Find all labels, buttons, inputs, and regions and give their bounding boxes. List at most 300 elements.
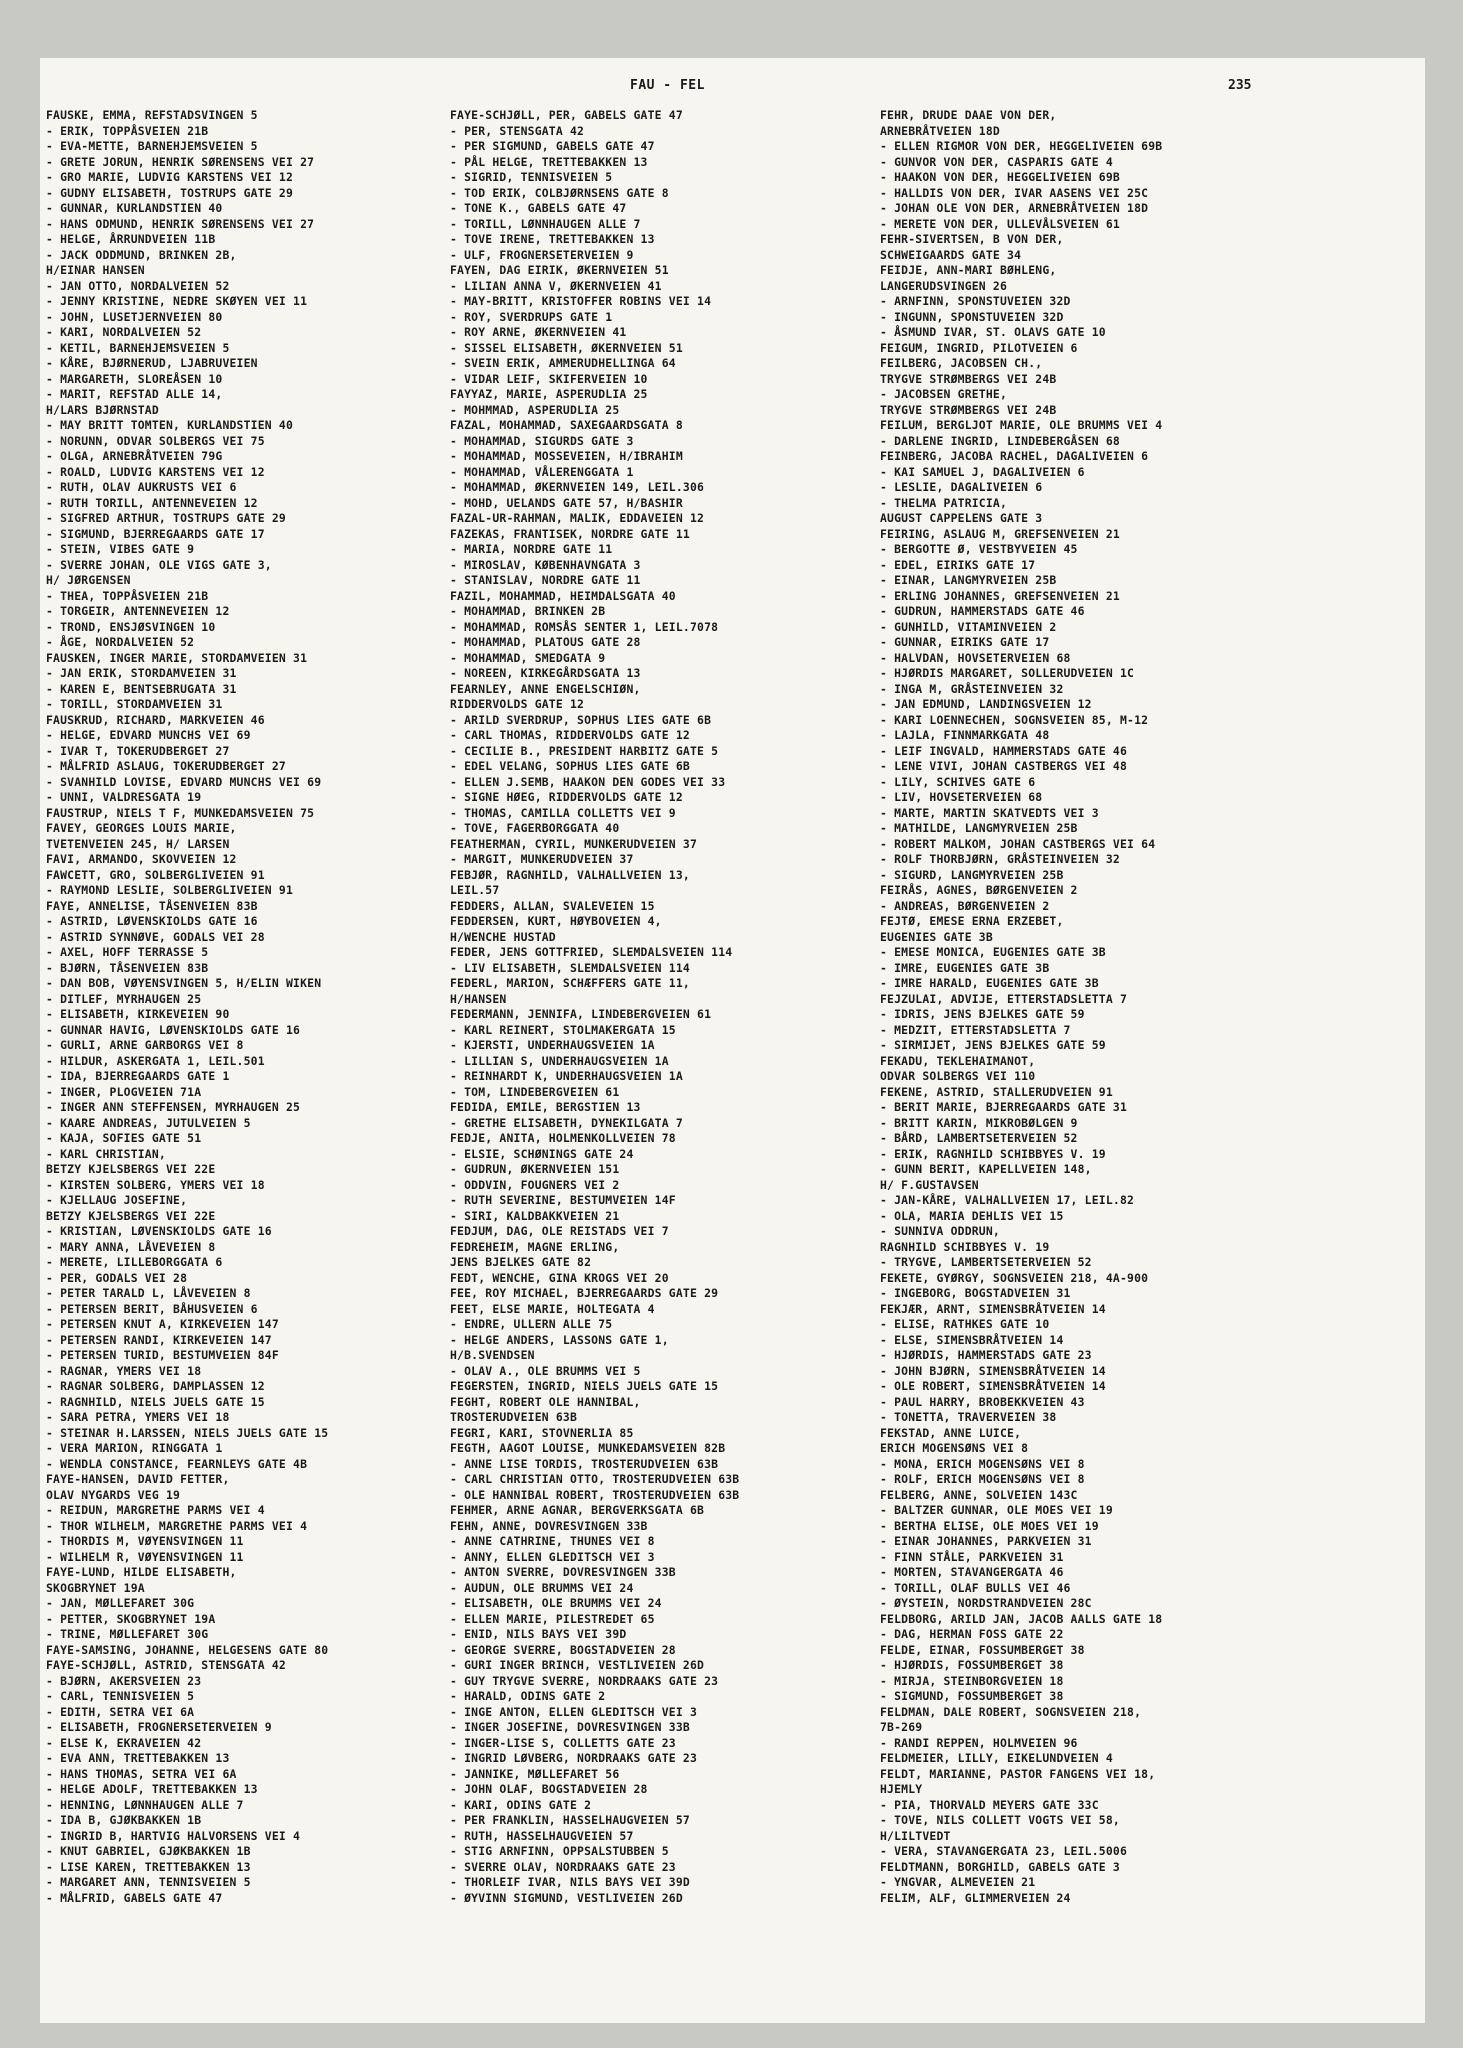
directory-entry: FEGTH, AAGOT LOUISE, MUNKEDAMSVEIEN 82B: [450, 1441, 726, 1455]
directory-entry: - KARL REINERT, STOLMAKERGATA 15: [450, 1022, 676, 1037]
directory-entry: FEILUM, BERGLJOT MARIE, OLE BRUMMS VEI 4: [880, 418, 1163, 432]
directory-entry: - ROALD, LUDVIG KARSTENS VEI 12: [46, 464, 265, 479]
directory-entry: FEDREHEIM, MAGNE ERLING,: [450, 1239, 620, 1254]
directory-entry: - KARL CHRISTIAN,: [46, 1146, 166, 1161]
directory-entry: FELDMAN, DALE ROBERT, SOGNSVEIEN 218,: [880, 1704, 1142, 1719]
directory-entry: FELBERG, ANNE, SOLVEIEN 143C: [880, 1487, 1078, 1502]
directory-entry: - SVERRE OLAV, NORDRAAKS GATE 23: [450, 1859, 676, 1874]
directory-entry: FEBJØR, RAGNHILD, VALHALLVEIEN 13,: [450, 867, 690, 882]
directory-entry: - MOHAMMAD, MOSSEVEIEN, H/IBRAHIM: [450, 449, 683, 463]
directory-entry: TRYGVE STRØMBERGS VEI 24B: [880, 371, 1057, 386]
directory-entry: - TOVE, NILS COLLETT VOGTS VEI 58,: [880, 1813, 1120, 1827]
directory-entry: - TOD ERIK, COLBJØRNSENS GATE 8: [450, 185, 669, 200]
directory-entry: FAYE-SCHJØLL, ASTRID, STENSGATA 42: [46, 1658, 286, 1672]
directory-entry: - HENNING, LØNNHAUGEN ALLE 7: [46, 1797, 244, 1812]
directory-entry: - CARL THOMAS, RIDDERVOLDS GATE 12: [450, 728, 690, 742]
directory-entry: - IVAR T, TOKERUDBERGET 27: [46, 743, 230, 758]
directory-column-3: [880, 108, 1280, 1906]
directory-entry: FELIM, ALF, GLIMMERVEIEN 24: [880, 1890, 1071, 1905]
directory-entry: - MAY-BRITT, KRISTOFFER ROBINS VEI 14: [450, 294, 712, 308]
directory-entry: - EVA ANN, TRETTEBAKKEN 13: [46, 1751, 230, 1765]
directory-entry: - JAN-KÅRE, VALHALLVEIEN 17, LEIL.82: [880, 1193, 1135, 1207]
directory-entry: - YNGVAR, ALMEVEIEN 21: [880, 1875, 1036, 1889]
directory-entry: - ERIK, TOPPÅSVEIEN 21B: [46, 123, 209, 138]
directory-entry: - ELISABETH, FROGNERSETERVEIEN 9: [46, 1720, 272, 1734]
directory-entry: FEKETE, GYØRGY, SOGNSVEIEN 218, 4A-900: [880, 1270, 1149, 1285]
directory-entry: TVETENVEIEN 245, H/ LARSEN: [46, 836, 230, 851]
directory-entry: - THELMA PATRICIA,: [880, 495, 1008, 510]
directory-entry: - SIGMUND, BJERREGAARDS GATE 17: [46, 526, 265, 541]
directory-entry: - TRINE, MØLLEFARET 30G: [46, 1627, 209, 1641]
directory-entry: - IDRIS, JENS BJELKES GATE 59: [880, 1007, 1085, 1021]
directory-entry: - THORDIS M, VØYENSVINGEN 11: [46, 1534, 244, 1548]
directory-entry: - THOMAS, CAMILLA COLLETTS VEI 9: [450, 805, 676, 820]
directory-entry: - GRO MARIE, LUDVIG KARSTENS VEI 12: [46, 170, 294, 184]
directory-entry: - ODDVIN, FOUGNERS VEI 2: [450, 1177, 620, 1192]
directory-entry: - PER, STENSGATA 42: [450, 123, 585, 138]
directory-entry: - LILLIAN S, UNDERHAUGSVEIEN 1A: [450, 1053, 669, 1068]
directory-entry: FAYE-SAMSING, JOHANNE, HELGESENS GATE 80: [46, 1642, 329, 1657]
directory-entry: - ANNE CATHRINE, THUNES VEI 8: [450, 1534, 655, 1548]
directory-entry: FEDJE, ANITA, HOLMENKOLLVEIEN 78: [450, 1131, 676, 1145]
directory-entry: - INGER JOSEFINE, DOVRESVINGEN 33B: [450, 1720, 690, 1734]
directory-entry: RIDDERVOLDS GATE 12: [450, 697, 585, 711]
directory-entry: - TORILL, OLAF BULLS VEI 46: [880, 1580, 1071, 1595]
directory-entry: FEINBERG, JACOBA RACHEL, DAGALIVEIEN 6: [880, 449, 1149, 463]
directory-entry: - MERETE VON DER, ULLEVÅLSVEIEN 61: [880, 216, 1120, 231]
directory-entry: - ANNY, ELLEN GLEDITSCH VEI 3: [450, 1549, 655, 1564]
directory-entry: FEDJUM, DAG, OLE REISTADS VEI 7: [450, 1224, 669, 1238]
directory-entry: - ELLEN J.SEMB, HAAKON DEN GODES VEI 33: [450, 774, 726, 789]
directory-entry: ODVAR SOLBERGS VEI 110: [880, 1069, 1036, 1083]
directory-entry: FEKJÆR, ARNT, SIMENSBRÅTVEIEN 14: [880, 1301, 1106, 1316]
directory-entry: HJEMLY: [880, 1782, 923, 1796]
directory-entry: - EINAR, LANGMYRVEIEN 25B: [880, 573, 1057, 587]
directory-entry: - MORTEN, STAVANGERGATA 46: [880, 1565, 1064, 1579]
directory-entry: - KRISTIAN, LØVENSKIOLDS GATE 16: [46, 1224, 272, 1238]
directory-entry: - TOVE, FAGERBORGGATA 40: [450, 821, 620, 835]
directory-entry: - GUNVOR VON DER, CASPARIS GATE 4: [880, 154, 1113, 169]
directory-entry: - GUDNY ELISABETH, TOSTRUPS GATE 29: [46, 185, 294, 200]
directory-entry: - GUNHILD, VITAMINVEIEN 2: [880, 619, 1057, 634]
directory-entry: - IMRE, EUGENIES GATE 3B: [880, 960, 1050, 975]
directory-entry: - SIRI, KALDBAKKVEIEN 21: [450, 1208, 620, 1223]
directory-entry: FEET, ELSE MARIE, HOLTEGATA 4: [450, 1301, 655, 1316]
directory-entry: ARNEBRÅTVEIEN 18D: [880, 123, 1000, 138]
directory-entry: - WILHELM R, VØYENSVINGEN 11: [46, 1549, 244, 1564]
directory-entry: - MÅLFRID, GABELS GATE 47: [46, 1890, 223, 1905]
directory-entry: - BERIT MARIE, BJERREGAARDS GATE 31: [880, 1100, 1128, 1114]
directory-entry: - KARI LOENNECHEN, SOGNSVEIEN 85, M-12: [880, 712, 1149, 727]
directory-entry: ERICH MOGENSØNS VEI 8: [880, 1441, 1029, 1455]
directory-entry: - KJELLAUG JOSEFINE,: [46, 1193, 188, 1207]
directory-entry: - ANTON SVERRE, DOVRESVINGEN 33B: [450, 1565, 676, 1579]
directory-entry: - OLGA, ARNEBRÅTVEIEN 79G: [46, 449, 223, 463]
directory-entry: FAUSKE, EMMA, REFSTADSVINGEN 5: [46, 108, 258, 122]
directory-entry: - ELISE, RATHKES GATE 10: [880, 1317, 1050, 1331]
directory-entry: - EMESE MONICA, EUGENIES GATE 3B: [880, 945, 1106, 959]
directory-entry: - HALVDAN, HOVSETERVEIEN 68: [880, 650, 1071, 665]
directory-entry: FEIGUM, INGRID, PILOTVEIEN 6: [880, 340, 1078, 355]
directory-entry: FAVEY, GEORGES LOUIS MARIE,: [46, 821, 237, 835]
directory-entry: FEHR-SIVERTSEN, B VON DER,: [880, 232, 1064, 246]
directory-entry: - SVANHILD LOVISE, EDVARD MUNCHS VEI 69: [46, 774, 322, 789]
directory-entry: - GUNNAR, EIRIKS GATE 17: [880, 635, 1050, 649]
directory-entry: - DITLEF, MYRHAUGEN 25: [46, 991, 202, 1006]
directory-entry: AUGUST CAPPELENS GATE 3: [880, 511, 1043, 525]
directory-entry: FEIDJE, ANN-MARI BØHLENG,: [880, 263, 1057, 277]
directory-entry: - PER FRANKLIN, HASSELHAUGVEIEN 57: [450, 1813, 690, 1827]
directory-entry: - STEINAR H.LARSSEN, NIELS JUELS GATE 15: [46, 1425, 329, 1440]
directory-entry: - HJØRDIS, HAMMERSTADS GATE 23: [880, 1348, 1092, 1362]
directory-entry: - ERLING JOHANNES, GREFSENVEIEN 21: [880, 588, 1120, 603]
directory-entry: - INGE ANTON, ELLEN GLEDITSCH VEI 3: [450, 1704, 698, 1719]
directory-entry: - SISSEL ELISABETH, ØKERNVEIEN 51: [450, 340, 683, 355]
directory-entry: - SIRMIJET, JENS BJELKES GATE 59: [880, 1038, 1106, 1052]
directory-entry: FEATHERMAN, CYRIL, MUNKERUDVEIEN 37: [450, 836, 698, 851]
directory-entry: - HJØRDIS MARGARET, SOLLERUDVEIEN 1C: [880, 666, 1135, 680]
directory-entry: - MOHAMMAD, ØKERNVEIEN 149, LEIL.306: [450, 480, 705, 494]
directory-entry: - JACK ODDMUND, BRINKEN 2B,: [46, 247, 237, 262]
directory-entry: - VERA MARION, RINGGATA 1: [46, 1441, 223, 1455]
directory-entry: - INGER ANN STEFFENSEN, MYRHAUGEN 25: [46, 1100, 301, 1114]
directory-entry: - BERTHA ELISE, OLE MOES VEI 19: [880, 1518, 1099, 1533]
directory-entry: FEGHT, ROBERT OLE HANNIBAL,: [450, 1394, 641, 1409]
directory-entry: - ASTRID, LØVENSKIOLDS GATE 16: [46, 914, 258, 928]
directory-entry: - BJØRN, TÅSENVEIEN 83B: [46, 960, 209, 975]
directory-entry: - SIGURD, LANGMYRVEIEN 25B: [880, 867, 1064, 882]
directory-entry: - JENNY KRISTINE, NEDRE SKØYEN VEI 11: [46, 294, 308, 308]
directory-entry: FAYE-SCHJØLL, PER, GABELS GATE 47: [450, 108, 683, 122]
directory-entry: - RANDI REPPEN, HOLMVEIEN 96: [880, 1735, 1078, 1750]
directory-entry: 7B-269: [880, 1720, 923, 1734]
directory-entry: FAZAL-UR-RAHMAN, MALIK, EDDAVEIEN 12: [450, 511, 705, 525]
directory-entry: - EVA-METTE, BARNEHJEMSVEIEN 5: [46, 139, 258, 153]
directory-entry: - THORLEIF IVAR, NILS BAYS VEI 39D: [450, 1875, 690, 1889]
directory-entry: - RAYMOND LESLIE, SOLBERGLIVEIEN 91: [46, 883, 294, 897]
directory-entry: - JOHN BJØRN, SIMENSBRÅTVEIEN 14: [880, 1363, 1106, 1378]
directory-entry: JENS BJELKES GATE 82: [450, 1255, 592, 1269]
directory-entry: - MARTE, MARTIN SKATVEDTS VEI 3: [880, 805, 1099, 820]
directory-entry: - HELGE ADOLF, TRETTEBAKKEN 13: [46, 1782, 258, 1796]
directory-entry: - ENDRE, ULLERN ALLE 75: [450, 1317, 613, 1331]
directory-entry: H/LARS BJØRNSTAD: [46, 402, 159, 417]
directory-entry: FAZAL, MOHAMMAD, SAXEGAARDSGATA 8: [450, 418, 683, 432]
directory-entry: - HJØRDIS, FOSSUMBERGET 38: [880, 1658, 1064, 1672]
directory-entry: - TONE K., GABELS GATE 47: [450, 201, 627, 215]
directory-entry: FEJZULAI, ADVIJE, ETTERSTADSLETTA 7: [880, 991, 1128, 1006]
directory-entry: - KAI SAMUEL J, DAGALIVEIEN 6: [880, 464, 1085, 479]
directory-entry: - TOVE IRENE, TRETTEBAKKEN 13: [450, 232, 655, 246]
directory-entry: FAYE-LUND, HILDE ELISABETH,: [46, 1565, 237, 1579]
directory-entry: - ÅSMUND IVAR, ST. OLAVS GATE 10: [880, 325, 1106, 339]
directory-entry: FELDMEIER, LILLY, EIKELUNDVEIEN 4: [880, 1751, 1113, 1765]
directory-entry: - HILDUR, ASKERGATA 1, LEIL.501: [46, 1053, 265, 1068]
directory-entry: FEDT, WENCHE, GINA KROGS VEI 20: [450, 1270, 669, 1285]
directory-entry: - ÅGE, NORDALVEIEN 52: [46, 635, 195, 649]
directory-entry: - RAGNAR SOLBERG, DAMPLASSEN 12: [46, 1379, 265, 1393]
directory-entry: - INGER, PLOGVEIEN 71A: [46, 1084, 202, 1099]
directory-column-2: [450, 108, 850, 1906]
directory-entry: - INGRID B, HARTVIG HALVORSENS VEI 4: [46, 1828, 301, 1843]
directory-entry: - LISE KAREN, TRETTEBAKKEN 13: [46, 1859, 251, 1874]
directory-entry: - HAAKON VON DER, HEGGELIVEIEN 69B: [880, 170, 1120, 184]
directory-entry: FEDDERSEN, KURT, HØYBOVEIEN 4,: [450, 914, 662, 928]
directory-entry: - BALTZER GUNNAR, OLE MOES VEI 19: [880, 1503, 1113, 1517]
directory-entry: - JOHN OLAF, BOGSTADVEIEN 28: [450, 1782, 648, 1796]
directory-entry: - RAGNAR, YMERS VEI 18: [46, 1363, 202, 1378]
directory-entry: - BERGOTTE Ø, VESTBYVEIEN 45: [880, 542, 1078, 556]
directory-entry: - PETERSEN BERIT, BÅHUSVEIEN 6: [46, 1301, 258, 1316]
directory-entry: - MOHAMMAD, PLATOUS GATE 28: [450, 635, 641, 649]
directory-entry: - INGRID LØVBERG, NORDRAAKS GATE 23: [450, 1751, 698, 1765]
directory-entry: - HELGE, EDVARD MUNCHS VEI 69: [46, 728, 251, 742]
directory-entry: - IMRE HARALD, EUGENIES GATE 3B: [880, 976, 1099, 990]
directory-entry: - TRYGVE, LAMBERTSETERVEIEN 52: [880, 1255, 1092, 1269]
directory-entry: - REINHARDT K, UNDERHAUGSVEIEN 1A: [450, 1069, 683, 1083]
directory-entry: - DAG, HERMAN FOSS GATE 22: [880, 1627, 1064, 1641]
directory-entry: RAGNHILD SCHIBBYES V. 19: [880, 1239, 1050, 1254]
directory-entry: - HANS ODMUND, HENRIK SØRENSENS VEI 27: [46, 216, 315, 231]
directory-entry: - JOHAN OLE VON DER, ARNEBRÅTVEIEN 18D: [880, 201, 1149, 215]
directory-entry: - HARALD, ODINS GATE 2: [450, 1689, 606, 1703]
directory-entry: - INGA M, GRÅSTEINVEIEN 32: [880, 681, 1064, 696]
directory-entry: - MOHAMMAD, VÅLERENGGATA 1: [450, 464, 634, 479]
directory-entry: BETZY KJELSBERGS VEI 22E: [46, 1208, 216, 1223]
directory-entry: H/B.SVENDSEN: [450, 1348, 535, 1362]
directory-entry: BETZY KJELSBERGS VEI 22E: [46, 1162, 216, 1176]
directory-entry: - ØYVINN SIGMUND, VESTLIVEIEN 26D: [450, 1890, 683, 1905]
directory-entry: - MARIT, REFSTAD ALLE 14,: [46, 387, 223, 401]
directory-entry: FEDERL, MARION, SCHÆFFERS GATE 11,: [450, 976, 690, 990]
directory-entry: FAVI, ARMANDO, SKOVVEIEN 12: [46, 852, 237, 866]
directory-entry: - KAARE ANDREAS, JUTULVEIEN 5: [46, 1115, 251, 1130]
directory-entry: - ELISABETH, KIRKEVEIEN 90: [46, 1007, 230, 1021]
directory-column-1: [46, 108, 446, 1906]
directory-entry: - HELGE, ÅRRUNDVEIEN 11B: [46, 232, 216, 246]
directory-entry: - LENE VIVI, JOHAN CASTBERGS VEI 48: [880, 759, 1128, 773]
directory-entry: - INGEBORG, BOGSTADVEIEN 31: [880, 1286, 1071, 1300]
directory-entry: - ELSIE, SCHØNINGS GATE 24: [450, 1146, 634, 1161]
directory-entry: - SIGMUND, FOSSUMBERGET 38: [880, 1689, 1064, 1703]
directory-entry: OLAV NYGARDS VEG 19: [46, 1487, 181, 1502]
directory-entry: - ELLEN MARIE, PILESTREDET 65: [450, 1611, 655, 1626]
directory-entry: - GEORGE SVERRE, BOGSTADVEIEN 28: [450, 1642, 676, 1657]
directory-entry: - GURLI, ARNE GARBORGS VEI 8: [46, 1038, 244, 1052]
directory-entry: H/HANSEN: [450, 991, 507, 1006]
directory-entry: - ANDREAS, BØRGENVEIEN 2: [880, 898, 1050, 913]
directory-entry: - MOHD, UELANDS GATE 57, H/BASHIR: [450, 495, 683, 510]
directory-entry: - SIGRID, TENNISVEIEN 5: [450, 170, 613, 184]
directory-entry: - LESLIE, DAGALIVEIEN 6: [880, 480, 1043, 494]
directory-entry: - MATHILDE, LANGMYRVEIEN 25B: [880, 821, 1078, 835]
directory-entry: - ROLF THORBJØRN, GRÅSTEINVEIEN 32: [880, 852, 1120, 866]
directory-entry: FEE, ROY MICHAEL, BJERREGAARDS GATE 29: [450, 1286, 719, 1300]
directory-entry: - JANNIKE, MØLLEFARET 56: [450, 1766, 620, 1781]
directory-entry: FEKSTAD, ANNE LUICE,: [880, 1425, 1022, 1440]
directory-entry: FEGRI, KARI, STOVNERLIA 85: [450, 1425, 634, 1440]
directory-entry: - PER, GODALS VEI 28: [46, 1270, 188, 1285]
directory-entry: - CARL CHRISTIAN OTTO, TROSTERUDVEIEN 63B: [450, 1472, 740, 1486]
directory-entry: - KNUT GABRIEL, GJØKBAKKEN 1B: [46, 1844, 251, 1858]
directory-entry: FAYE, ANNELISE, TÅSENVEIEN 83B: [46, 898, 258, 913]
directory-entry: - JACOBSEN GRETHE,: [880, 387, 1008, 401]
directory-entry: - ELSE, SIMENSBRÅTVEIEN 14: [880, 1332, 1064, 1347]
directory-entry: - KAREN E, BENTSEBRUGATA 31: [46, 681, 237, 696]
directory-entry: - NOREEN, KIRKEGÅRDSGATA 13: [450, 666, 641, 680]
directory-entry: - ASTRID SYNNØVE, GODALS VEI 28: [46, 929, 265, 944]
directory-entry: - LIV, HOVSETERVEIEN 68: [880, 790, 1043, 804]
directory-entry: - KIRSTEN SOLBERG, YMERS VEI 18: [46, 1177, 265, 1192]
directory-entry: - RUTH TORILL, ANTENNEVEIEN 12: [46, 495, 258, 510]
directory-entry: - SIGFRED ARTHUR, TOSTRUPS GATE 29: [46, 511, 286, 525]
directory-entry: - PAUL HARRY, BROBEKKVEIEN 43: [880, 1394, 1085, 1409]
directory-entry: - BÅRD, LAMBERTSETERVEIEN 52: [880, 1131, 1078, 1145]
directory-entry: - PETERSEN TURID, BESTUMVEIEN 84F: [46, 1348, 279, 1362]
directory-entry: - MEDZIT, ETTERSTADSLETTA 7: [880, 1022, 1071, 1037]
directory-entry: - TONETTA, TRAVERVEIEN 38: [880, 1410, 1057, 1424]
directory-entry: - ENID, NILS BAYS VEI 39D: [450, 1627, 627, 1641]
directory-entry: - KARI, ODINS GATE 2: [450, 1797, 592, 1812]
directory-entry: - OLAV A., OLE BRUMMS VEI 5: [450, 1363, 641, 1378]
directory-entry: - BJØRN, AKERSVEIEN 23: [46, 1673, 202, 1688]
directory-entry: FELDE, EINAR, FOSSUMBERGET 38: [880, 1642, 1085, 1657]
directory-entry: - MARGARET ANN, TENNISVEIEN 5: [46, 1875, 251, 1889]
directory-entry: - TORILL, STORDAMVEIEN 31: [46, 697, 223, 711]
directory-entry: - INGUNN, SPONSTUVEIEN 32D: [880, 309, 1064, 324]
directory-entry: FEGERSTEN, INGRID, NIELS JUELS GATE 15: [450, 1379, 719, 1393]
directory-entry: - PETER TARALD L, LÅVEVEIEN 8: [46, 1286, 251, 1300]
directory-entry: - MOHAMMAD, SMEDGATA 9: [450, 650, 606, 665]
directory-entry: - TROND, ENSJØSVINGEN 10: [46, 619, 216, 634]
directory-entry: - JAN OTTO, NORDALVEIEN 52: [46, 278, 230, 293]
directory-entry: - SUNNIVA ODDRUN,: [880, 1224, 1000, 1238]
directory-entry: - GRETHE ELISABETH, DYNEKILGATA 7: [450, 1115, 683, 1130]
directory-entry: LEIL.57: [450, 883, 500, 897]
directory-entry: - RUTH, OLAV AUKRUSTS VEI 6: [46, 480, 237, 494]
directory-entry: - IDA B, GJØKBAKKEN 1B: [46, 1813, 202, 1827]
directory-entry: - MONA, ERICH MOGENSØNS VEI 8: [880, 1456, 1085, 1471]
directory-entry: - GUDRUN, HAMMERSTADS GATE 46: [880, 604, 1085, 618]
directory-entry: FEIRING, ASLAUG M, GREFSENVEIEN 21: [880, 526, 1120, 541]
directory-entry: - ROBERT MALKOM, JOHAN CASTBERGS VEI 64: [880, 836, 1156, 851]
directory-entry: - JOHN, LUSETJERNVEIEN 80: [46, 309, 223, 324]
directory-entry: - ELSE K, EKRAVEIEN 42: [46, 1735, 202, 1750]
directory-entry: - EDITH, SETRA VEI 6A: [46, 1704, 195, 1719]
directory-entry: FEHR, DRUDE DAAE VON DER,: [880, 108, 1057, 122]
directory-entry: - LIV ELISABETH, SLEMDALSVEIEN 114: [450, 960, 690, 975]
directory-entry: - STIG ARNFINN, OPPSALSTUBBEN 5: [450, 1844, 669, 1858]
directory-entry: - HANS THOMAS, SETRA VEI 6A: [46, 1766, 237, 1781]
directory-entry: - KARI, NORDALVEIEN 52: [46, 325, 202, 339]
directory-entry: - JAN ERIK, STORDAMVEIEN 31: [46, 666, 237, 680]
directory-entry: - ELLEN RIGMOR VON DER, HEGGELIVEIEN 69B: [880, 139, 1163, 153]
directory-entry: - DARLENE INGRID, LINDEBERGÅSEN 68: [880, 433, 1120, 448]
directory-entry: SKOGBRYNET 19A: [46, 1580, 145, 1595]
directory-entry: - STEIN, VIBES GATE 9: [46, 542, 195, 556]
directory-entry: - ULF, FROGNERSETERVEIEN 9: [450, 247, 634, 262]
directory-entry: - WENDLA CONSTANCE, FEARNLEYS GATE 4B: [46, 1456, 308, 1471]
directory-entry: TRYGVE STRØMBERGS VEI 24B: [880, 402, 1057, 417]
directory-entry: - REIDUN, MARGRETHE PARMS VEI 4: [46, 1503, 265, 1517]
directory-entry: - AXEL, HOFF TERRASSE 5: [46, 945, 209, 959]
directory-entry: - MARY ANNA, LÅVEVEIEN 8: [46, 1239, 216, 1254]
directory-entry: - MIROSLAV, KØBENHAVNGATA 3: [450, 557, 641, 572]
directory-entry: - GURI INGER BRINCH, VESTLIVEIEN 26D: [450, 1658, 705, 1672]
directory-entry: FELDTMANN, BORGHILD, GABELS GATE 3: [880, 1859, 1120, 1874]
directory-entry: - LILY, SCHIVES GATE 6: [880, 774, 1036, 789]
directory-entry: FAZEKAS, FRANTISEK, NORDRE GATE 11: [450, 526, 690, 541]
directory-entry: - RAGNHILD, NIELS JUELS GATE 15: [46, 1394, 265, 1409]
directory-entry: FAYEN, DAG EIRIK, ØKERNVEIEN 51: [450, 263, 669, 277]
directory-entry: - IDA, BJERREGAARDS GATE 1: [46, 1069, 230, 1083]
directory-entry: FAUSTRUP, NIELS T F, MUNKEDAMSVEIEN 75: [46, 805, 315, 820]
directory-entry: FELDT, MARIANNE, PASTOR FANGENS VEI 18,: [880, 1766, 1156, 1781]
directory-entry: - ERIK, RAGNHILD SCHIBBYES V. 19: [880, 1146, 1106, 1161]
directory-entry: FEDIDA, EMILE, BERGSTIEN 13: [450, 1100, 641, 1114]
directory-entry: - ØYSTEIN, NORDSTRANDVEIEN 28C: [880, 1596, 1092, 1610]
directory-entry: - SIGNE HØEG, RIDDERVOLDS GATE 12: [450, 790, 683, 804]
directory-entry: - JAN EDMUND, LANDINGSVEIEN 12: [880, 697, 1092, 711]
directory-entry: FAUSKRUD, RICHARD, MARKVEIEN 46: [46, 712, 265, 727]
directory-entry: - ARNFINN, SPONSTUVEIEN 32D: [880, 294, 1071, 308]
directory-entry: - MAY BRITT TOMTEN, KURLANDSTIEN 40: [46, 418, 294, 432]
directory-entry: - VERA, STAVANGERGATA 23, LEIL.5006: [880, 1844, 1128, 1858]
directory-entry: FEILBERG, JACOBSEN CH.,: [880, 356, 1043, 370]
directory-entry: H/EINAR HANSEN: [46, 263, 145, 277]
directory-entry: LANGERUDSVINGEN 26: [880, 278, 1008, 293]
directory-entry: - PETERSEN KNUT A, KIRKEVEIEN 147: [46, 1317, 279, 1331]
directory-entry: - PIA, THORVALD MEYERS GATE 33C: [880, 1797, 1099, 1812]
directory-entry: - MOHAMMAD, BRINKEN 2B: [450, 604, 606, 618]
directory-entry: - THOR WILHELM, MARGRETHE PARMS VEI 4: [46, 1518, 308, 1533]
directory-entry: FEHN, ANNE, DOVRESVINGEN 33B: [450, 1518, 648, 1533]
directory-entry: - RUTH SEVERINE, BESTUMVEIEN 14F: [450, 1193, 676, 1207]
directory-entry: FAZIL, MOHAMMAD, HEIMDALSGATA 40: [450, 588, 676, 603]
directory-entry: - KÅRE, BJØRNERUD, LJABRUVEIEN: [46, 356, 258, 370]
directory-entry: - KJERSTI, UNDERHAUGSVEIEN 1A: [450, 1038, 655, 1052]
directory-entry: FELDBORG, ARILD JAN, JACOB AALLS GATE 18: [880, 1611, 1163, 1626]
directory-entry: TROSTERUDVEIEN 63B: [450, 1410, 578, 1424]
directory-entry: - GUNNAR, KURLANDSTIEN 40: [46, 201, 223, 215]
directory-entry: - LILIAN ANNA V, ØKERNVEIEN 41: [450, 278, 662, 293]
directory-entry: - OLA, MARIA DEHLIS VEI 15: [880, 1208, 1064, 1223]
directory-entry: - PETERSEN RANDI, KIRKEVEIEN 147: [46, 1332, 272, 1347]
directory-entry: FAYYAZ, MARIE, ASPERUDLIA 25: [450, 387, 648, 401]
directory-entry: - MÅLFRID ASLAUG, TOKERUDBERGET 27: [46, 759, 286, 773]
directory-entry: H/ JØRGENSEN: [46, 573, 131, 587]
directory-entry: - GRETE JORUN, HENRIK SØRENSENS VEI 27: [46, 154, 315, 169]
directory-entry: - EDEL VELANG, SOPHUS LIES GATE 6B: [450, 759, 690, 773]
directory-entry: - KETIL, BARNEHJEMSVEIEN 5: [46, 340, 230, 355]
directory-entry: - MERETE, LILLEBORGGATA 6: [46, 1255, 223, 1269]
directory-entry: FEARNLEY, ANNE ENGELSCHIØN,: [450, 681, 641, 696]
directory-entry: - MOHAMMAD, ROMSÅS SENTER 1, LEIL.7078: [450, 619, 719, 634]
directory-entry: - NORUNN, ODVAR SOLBERGS VEI 75: [46, 433, 265, 448]
directory-entry: - MARGARETH, SLOREÅSEN 10: [46, 371, 223, 386]
directory-entry: - MOHMMAD, ASPERUDLIA 25: [450, 402, 620, 417]
directory-entry: SCHWEIGAARDS GATE 34: [880, 247, 1022, 262]
directory-entry: FEKADU, TEKLEHAIMANOT,: [880, 1053, 1036, 1068]
directory-entry: - INGER-LISE S, COLLETTS GATE 23: [450, 1735, 676, 1750]
directory-entry: - MARGIT, MUNKERUDVEIEN 37: [450, 852, 634, 866]
directory-entry: - OLE ROBERT, SIMENSBRÅTVEIEN 14: [880, 1379, 1106, 1393]
directory-entry: - ROY, SVERDRUPS GATE 1: [450, 309, 613, 324]
directory-entry: - JAN, MØLLEFARET 30G: [46, 1596, 195, 1610]
directory-entry: - THEA, TOPPÅSVEIEN 21B: [46, 588, 209, 603]
directory-page: [40, 58, 1425, 2023]
directory-entry: - PER SIGMUND, GABELS GATE 47: [450, 139, 655, 153]
